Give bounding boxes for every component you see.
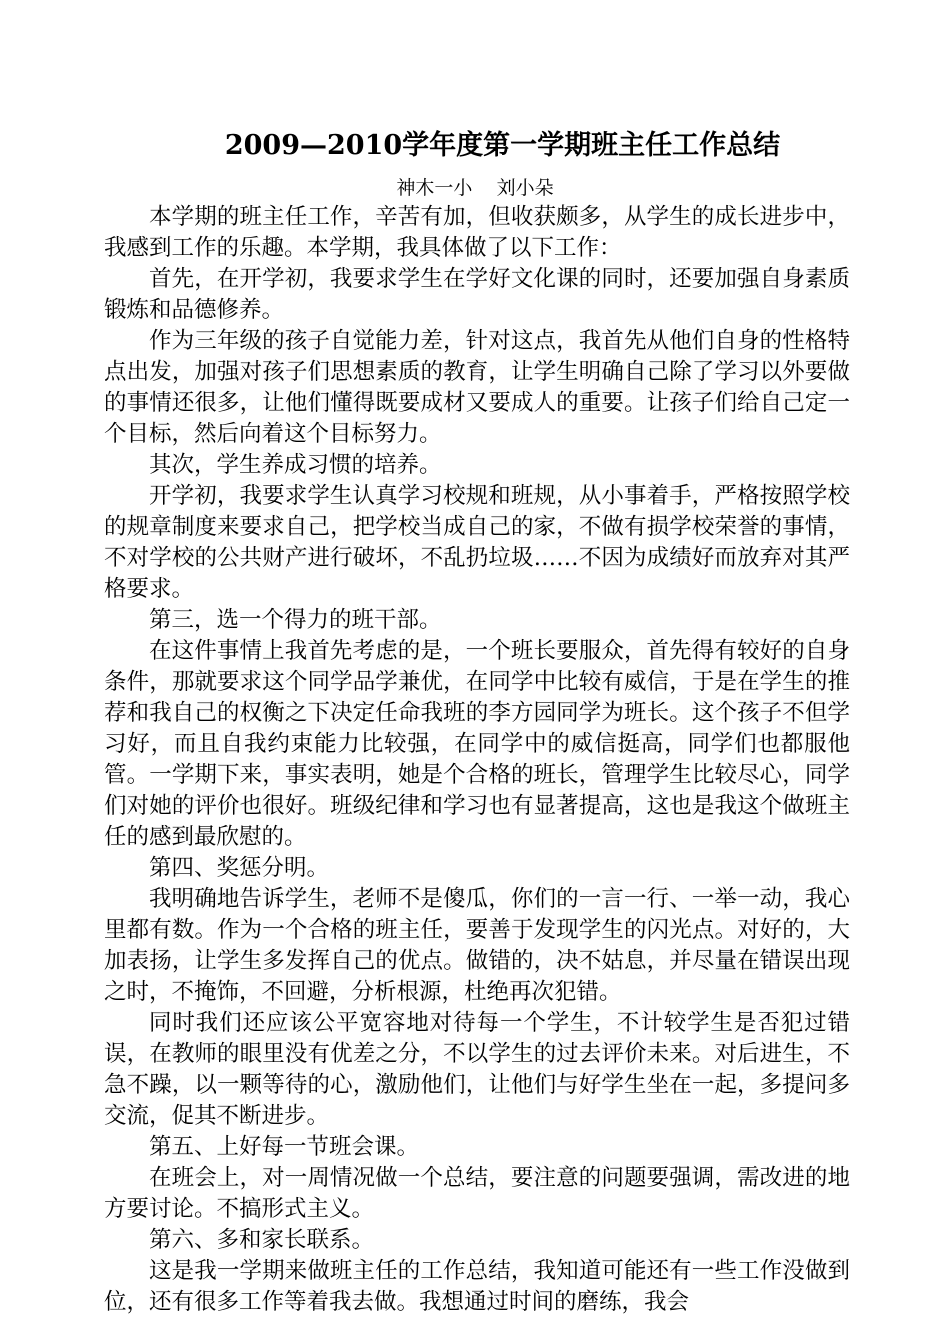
paragraph: 第四、奖惩分明。 (149, 855, 330, 881)
paragraph: 第三，选一个得力的班干部。 (149, 607, 442, 633)
paragraph: 在这件事情上我首先考虑的是，一个班长要服众，首先得有较好的自身条件，那就要求这个同学品学兼优，在同学中比较有威信，于是在学生的推荐和我自己的权衡之下决定任命我班的李方园同学为班长。这个孩子不但学习好，而且自我约束能力比较强，在同学中的威信挺高，同学们也都服他管。一学期下来，事实表明，她是个合格的班长，管理学生比较尽心，同学们对她的评价也很好。班级纪律和学习也有显著提高，这也是我这个做班主任的感到最欣慰的。 (104, 638, 850, 850)
document-title: 2009—2010学年度第一学期班主任工作总结 (224, 130, 781, 161)
paragraph: 在班会上，对一周情况做一个总结，要注意的问题要强调，需改进的地方要讨论。不搞形式主义。 (104, 1165, 850, 1222)
paragraph: 首先，在开学初，我要求学生在学好文化课的同时，还要加强自身素质锻炼和品德修养。 (104, 266, 850, 323)
document-body (104, 202, 850, 1318)
author-byline: 神木一小 刘小朵 (396, 177, 554, 199)
paragraph: 我明确地告诉学生，老师不是傻瓜，你们的一言一行、一举一动，我心里都有数。作为一个合格的班主任，要善于发现学生的闪光点。对好的，大加表扬，让学生多发挥自己的优点。做错的，决不姑息，并尽量在错误出现之时，不掩饰，不回避，分析根源，杜绝再次犯错。 (104, 886, 850, 1005)
paragraph: 这是我一学期来做班主任的工作总结，我知道可能还有一些工作没做到位，还有很多工作等着我去做。我想通过时间的磨练，我会 (104, 1258, 850, 1315)
paragraph: 开学初，我要求学生认真学习校规和班规，从小事着手，严格按照学校的规章制度来要求自己，把学校当成自己的家，不做有损学校荣誉的事情，不对学校的公共财产进行破坏，不乱扔垃圾……不因为成绩好而放弃对其严格要求。 (104, 483, 850, 602)
paragraph: 第五、上好每一节班会课。 (149, 1134, 420, 1160)
paragraph: 其次，学生养成习惯的培养。 (149, 452, 442, 478)
paragraph: 本学期的班主任工作，辛苦有加，但收获颇多，从学生的成长进步中，我感到工作的乐趣。本学期，我具体做了以下工作： (104, 204, 850, 261)
paragraph: 作为三年级的孩子自觉能力差，针对这点，我首先从他们自身的性格特点出发，加强对孩子们思想素质的教育，让学生明确自己除了学习以外要做的事情还很多，让他们懂得既要成材又要成人的重要。让孩子们给自己定一个目标，然后向着这个目标努力。 (104, 328, 850, 447)
paragraph: 第六、多和家长联系。 (149, 1227, 375, 1253)
paragraph: 同时我们还应该公平宽容地对待每一个学生，不计较学生是否犯过错误，在教师的眼里没有优差之分，不以学生的过去评价未来。对后进生，不急不躁，以一颗等待的心，激励他们，让他们与好学生坐在一起，多提问多交流，促其不断进步。 (104, 1010, 850, 1129)
